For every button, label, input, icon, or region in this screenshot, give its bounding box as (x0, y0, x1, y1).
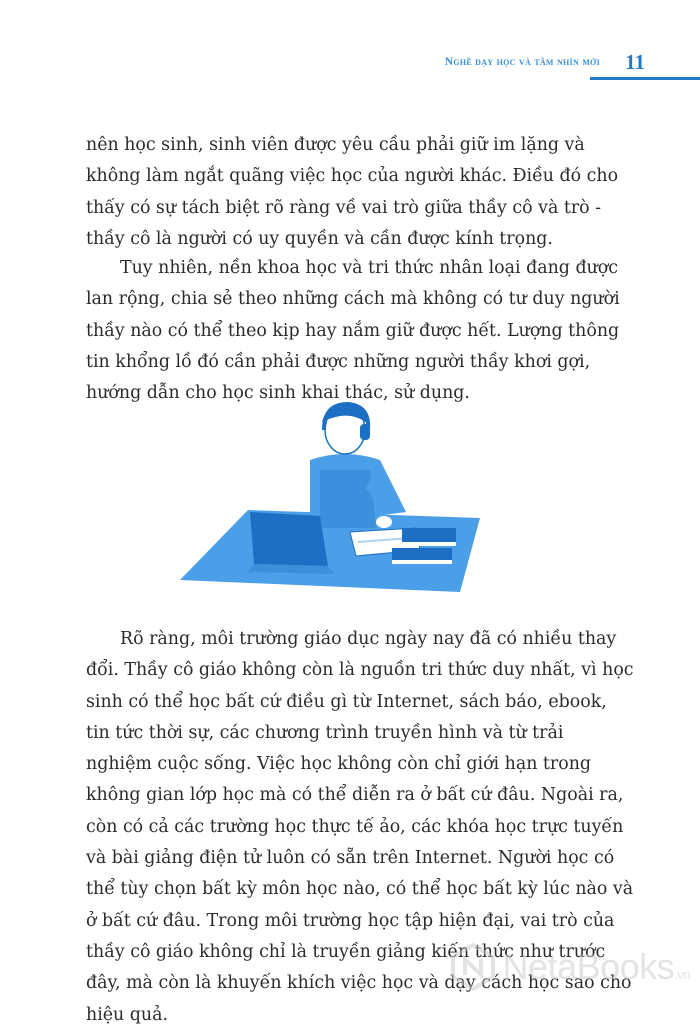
book-stack-top (402, 528, 456, 542)
watermark (449, 939, 690, 995)
watermark-suffix: .vn (674, 967, 690, 982)
page-number: 11 (625, 50, 645, 74)
running-title: Nghề dạy học và tầm nhìn mới (444, 56, 600, 68)
watermark-brand: NetaBooks (502, 946, 675, 987)
paragraph-1: nên học sinh, sinh viên được yêu cầu phải giữ im lặng và không làm ngắt quãng việc học của người khác. Điều đó cho thấy có sự tách biệt rõ ràng về vai trò giữa thầy cô và trò - thầy cô là người có uy quyền và cần được kính trọng. (86, 135, 619, 249)
paragraph-3: Rõ ràng, môi trường giáo dục ngày nay đã có nhiều thay đổi. Thầy cô giáo không còn là nguồn tri thức duy nhất, vì học sinh có thể học bất cứ điều gì từ Internet, sách báo, ebook, tin tức thời sự, các chương trình truyền hình và từ trải nghiệm cuộc sống. Việc học không còn chỉ giới hạn trong không gian lớp học mà có thể diễn ra ở bất cứ đâu. Ngoài ra, còn có cả các trường học thực tế ảo, các khóa học trực tuyến và bài giảng điện tử luôn có sẵn trên Internet. Người học có thể tùy chọn bất kỳ môn học nào, có thể học bất kỳ lúc nào và ở bất cứ đâu. Trong môi trường học tập hiện đại, vai trò của thầy cô giáo không chỉ là truyền giảng kiến thức như trước đây, mà còn là khuyến khích việc học và dạy cách học sao cho hiệu quả. (86, 629, 634, 1025)
netabooks-logo-icon (449, 943, 497, 991)
laptop-screen (250, 512, 328, 566)
header-rule (590, 77, 700, 80)
paragraph-2: Tuy nhiên, nền khoa học và tri thức nhân loại đang được lan rộng, chia sẻ theo những cách mà không có tư duy người thầy nào có thể theo kịp hay nắm giữ được hết. Lượng thông tin khổng lồ đó cần phải được những người thầy khơi gợi, hướng dẫn cho học sinh khai thác, sử dụng. (86, 258, 620, 404)
running-head (445, 56, 600, 68)
student-laptop-illustration (170, 400, 500, 595)
